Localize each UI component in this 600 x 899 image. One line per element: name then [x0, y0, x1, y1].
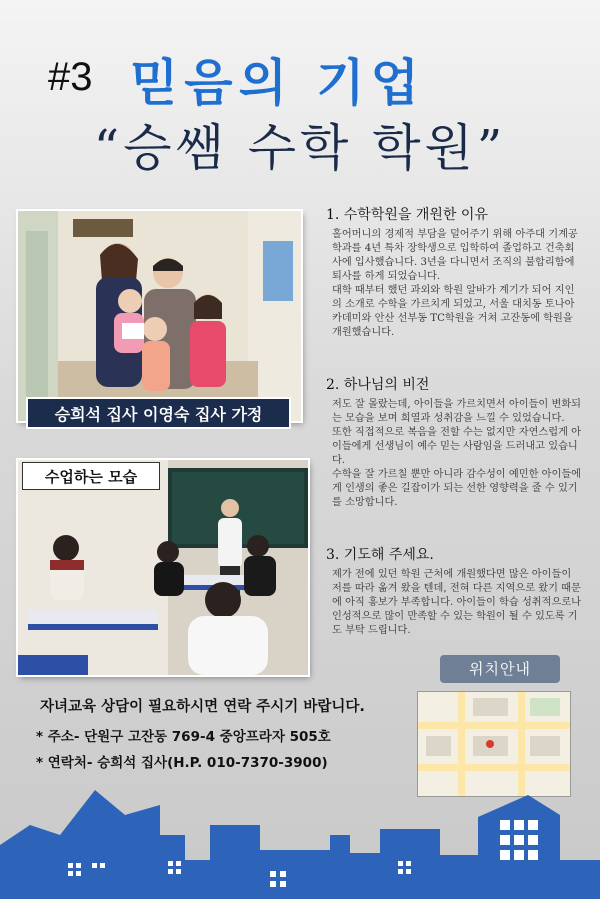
contact-phone: * 연락처- 승희석 집사(H.P. 010-7370-3900)	[36, 755, 328, 771]
family-photo-image	[18, 211, 301, 421]
class-photo-image	[18, 460, 308, 675]
contact-heading: 자녀교육 상담이 필요하시면 연락 주시기 바랍니다.	[40, 699, 365, 715]
section-title-reason: 1. 수학학원을 개원한 이유	[326, 207, 488, 223]
section-body-reason	[332, 228, 582, 340]
contact-address: * 주소- 단원구 고잔동 769-4 중앙프라자 505호	[36, 729, 331, 745]
paragraph: 또한 직접적으로 복음을 전할 수는 없지만 자연스럽게 아이들에게 선생님이 예수 믿는 사람임을 드러내고 있습니다.	[332, 427, 582, 466]
paragraph: 제가 전에 있던 학원 근처에 개원했다면 많은 아이들이 저를 따라 옮겨 왔을 텐데, 전혀 다른 지역으로 왔기 때문에 아직 홍보가 부족합니다. 아이들이 학습 성취적으로나 인성적으로 많이 만족할 수 있는 학원이 될 수 있도록 기도 부탁 드립니다.	[332, 569, 582, 636]
family-photo	[18, 211, 301, 421]
class-caption: 수업하는 모습	[22, 462, 160, 490]
family-caption: 승희석 집사 이영숙 집사 가정	[26, 397, 291, 429]
issue-number: #3	[48, 55, 93, 99]
section-title-prayer: 3. 기도해 주세요.	[326, 547, 434, 563]
subtitle: “승쌤 수학 학원”	[93, 119, 507, 177]
paragraph: 수학을 잘 가르칠 뿐만 아니라 감수성이 예민한 아이들에게 인생의 좋은 길잡이가 되는 선한 영향력을 줄 수 있기를 소망합니다.	[332, 469, 582, 508]
headline: 믿음의 기업	[130, 54, 425, 112]
city-skyline	[0, 765, 600, 899]
section-title-vision: 2. 하나님의 비전	[326, 377, 430, 393]
class-photo	[18, 460, 308, 675]
paragraph: 홀어머니의 경제적 부담을 덜어주기 위해 아주대 기계공학과를 4년 특차 장학생으로 입학하여 졸업하고 건축회사에 입사했습니다. 3년을 다니면서 조직의 불합리함에 퇴사를 하게 되었습니다.	[332, 229, 578, 282]
header	[0, 0, 600, 190]
section-body-vision	[332, 398, 582, 510]
location-label: 위치안내	[440, 655, 560, 683]
section-body-prayer	[332, 568, 582, 638]
paragraph: 저도 잘 몰랐는데, 아이들을 가르치면서 아이들이 변화되는 모습을 보며 희열과 성취감을 느낄 수 있었습니다.	[332, 399, 582, 424]
paragraph: 대학 때부터 했던 과외와 학원 알바가 계기가 되어 지인의 소개로 수학을 가르치게 되었고, 서울 대치동 토나아카데미와 안산 선부동 TC학원을 거쳐 고잔동에 학원을 개원했습니다.	[332, 285, 575, 338]
